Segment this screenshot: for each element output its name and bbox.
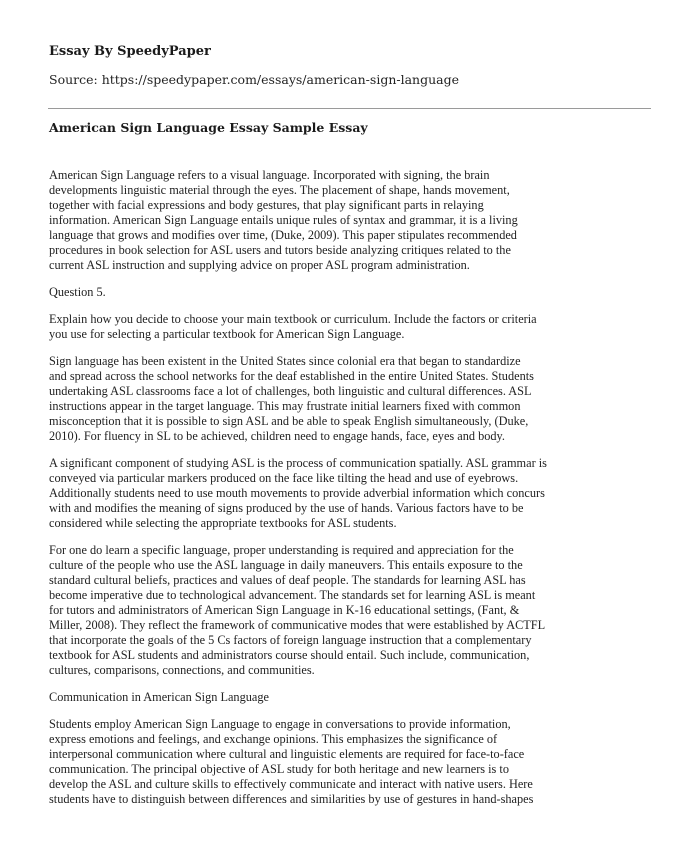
brand-title: Essay By SpeedyPaper (49, 44, 211, 59)
header-divider (48, 108, 651, 109)
source-line: Source: https://speedypaper.com/essays/american-sign-language (49, 72, 460, 87)
essay-body (49, 168, 689, 819)
paragraph-spatial: A significant component of studying ASL is the process of communication spatially. ASL grammar is conveyed via particular markers produced on the face like tilting the head and use of eyebrows. Additionally students need to use mouth movements to provide adverbial information which concurs with and modifies the meaning of signs produced by the use of hands. Various factors have to be considered while selecting the appropriate textbooks for ASL students. (49, 456, 547, 530)
paragraph-question-heading: Question 5. (49, 285, 106, 299)
essay-title: American Sign Language Essay Sample Essay (49, 120, 368, 135)
paragraph-history: Sign language has been existent in the United States since colonial era that began to standardize and spread across the school networks for the deaf established in the entire United States. Students undertaking ASL classrooms face a lot of challenges, both linguistic and cultural differences. ASL instructions appear in the target language. This may frustrate initial learners fixed with common misconception that it is possible to sign ASL and be able to speak English simultaneously, (Duke, 2010). For fluency in SL to be achieved, children need to engage hands, face, eyes and body. (49, 354, 534, 443)
paragraph-section-heading: Communication in American Sign Language (49, 690, 269, 704)
paragraph-culture: For one do learn a specific language, proper understanding is required and appreciation for the culture of the people who use the ASL language in daily maneuvers. This entails exposure to the standard cultural beliefs, practices and values of deaf people. The standards for learning ASL has become imperative due to technological advancement. The standards set for learning ASL is meant for tutors and administrators of American Sign Language in K-16 educational settings, (Fant, & Miller, 2008). They reflect the framework of communicative modes that were established by ACTFL that incorporate the goals of the 5 Cs factors of foreign language instruction that a complementary textbook for ASL students and administrators course should entail. Such include, communication, cultures, comparisons, connections, and communities. (49, 543, 546, 677)
paragraph-communication: Students employ American Sign Language to engage in conversations to provide information, express emotions and feelings, and exchange opinions. This emphasizes the significance of interpersonal communication where cultural and linguistic elements are required for face-to-face communication. The principal objective of ASL study for both heritage and new learners is to develop the ASL and culture skills to effectively communicate and interact with native users. Here students have to distinguish between differences and similarities by use of gestures in hand-shapes (49, 717, 534, 806)
paragraph-question-text: Explain how you decide to choose your main textbook or curriculum. Include the factors or criteria you use for selecting a particular textbook for American Sign Language. (49, 312, 537, 341)
paragraph-intro: American Sign Language refers to a visual language. Incorporated with signing, the brain developments linguistic material through the eyes. The placement of shape, hands movement, together with facial expressions and body gestures, that play significant parts in relaying information. American Sign Language entails unique rules of syntax and grammar, it is a living language that grows and modifies over time, (Duke, 2009). This paper stipulates recommended procedures in book selection for ASL users and tutors beside analyzing critiques related to the current ASL instruction and supplying advice on proper ASL program administration. (49, 168, 518, 272)
